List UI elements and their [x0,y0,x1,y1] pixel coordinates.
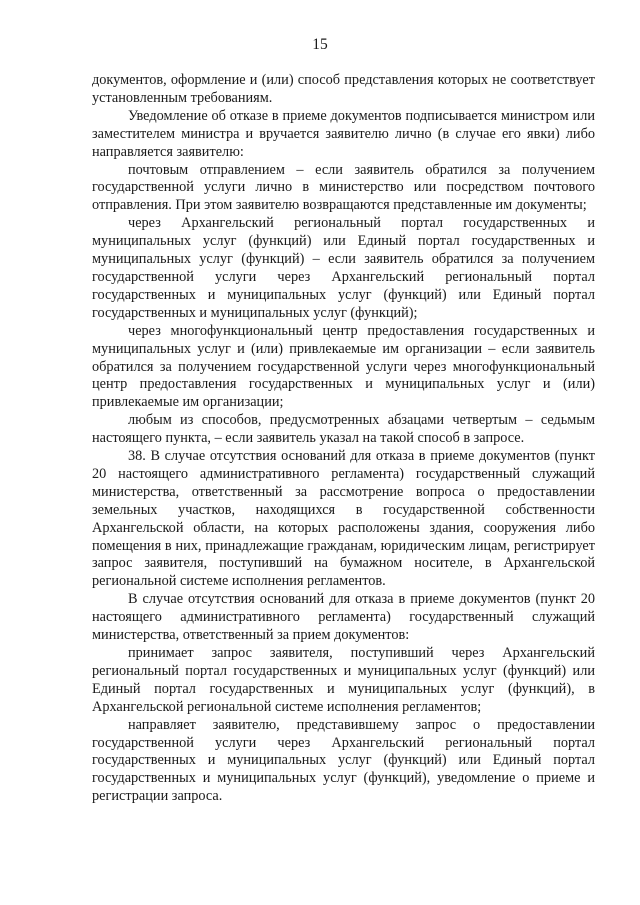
document-body [92,72,595,806]
paragraph-1: документов, оформление и (или) способ представления которых не соответствует установленным требованиям. [92,72,595,106]
paragraph-8: В случае отсутствия оснований для отказа в приеме документов (пункт 20 настоящего административного регламента) государственный служащий министерства, ответственный за прием документов: [92,591,595,644]
paragraph-7: 38. В случае отсутствия оснований для отказа в приеме документов (пункт 20 настоящего административного регламента) государственный служащий министерства, ответственный за рассмотрение вопроса о предоставлении земельных участков, находящихся в государственной собственности Архангельской области, на которых расположены здания, сооружения либо помещения в них, принадлежащие гражданам, юридическим лицам, регистрирует запрос заявителя, поступивший на бумажном носителе, в Архангельской региональной системе исполнения регламентов. [92,448,595,590]
paragraph-10: направляет заявителю, представившему запрос о предоставлении государственной услуги через Архангельский региональный портал государственных и муниципальных услуг (функций) или Единый портал государственных и муниципальных услуг (функций), уведомление о приеме и регистрации запроса. [92,716,595,805]
page-number: 15 [312,36,328,53]
paragraph-3: почтовым отправлением – если заявитель обратился за получением государственной услуги лично в министерство или посредством почтового отправления. При этом заявителю возвращаются представленные им документы; [92,161,595,214]
paragraph-2: Уведомление об отказе в приеме документов подписывается министром или заместителем министра и вручается заявителю лично (в случае его явки) либо направляется заявителю: [92,107,595,160]
paragraph-6: любым из способов, предусмотренных абзацами четвертым – седьмым настоящего пункта, – если заявитель указал на такой способ в запросе. [92,412,595,447]
paragraph-5: через многофункциональный центр предоставления государственных и муниципальных услуг и (или) привлекаемые им организации – если заявитель обратился за получением государственной услуги через многофункциональный центр предоставления государственных и муниципальных услуг и (или) привлекаемые им организации; [92,322,595,411]
paragraph-4: через Архангельский региональный портал государственных и муниципальных услуг (функций) или Единый портал государственных и муниципальных услуг (функций) – если заявитель обратился за получением государственной услуги через Архангельский региональный портал государственных и муниципальных услуг (функций) или Единый портал государственных и муниципальных услуг (функций); [92,215,595,321]
paragraph-9: принимает запрос заявителя, поступивший через Архангельский региональный портал государственных и муниципальных услуг (функций) или Единый портал государственных и муниципальных услуг (функций), в Архангельской региональной системе исполнения регламентов; [92,645,595,715]
